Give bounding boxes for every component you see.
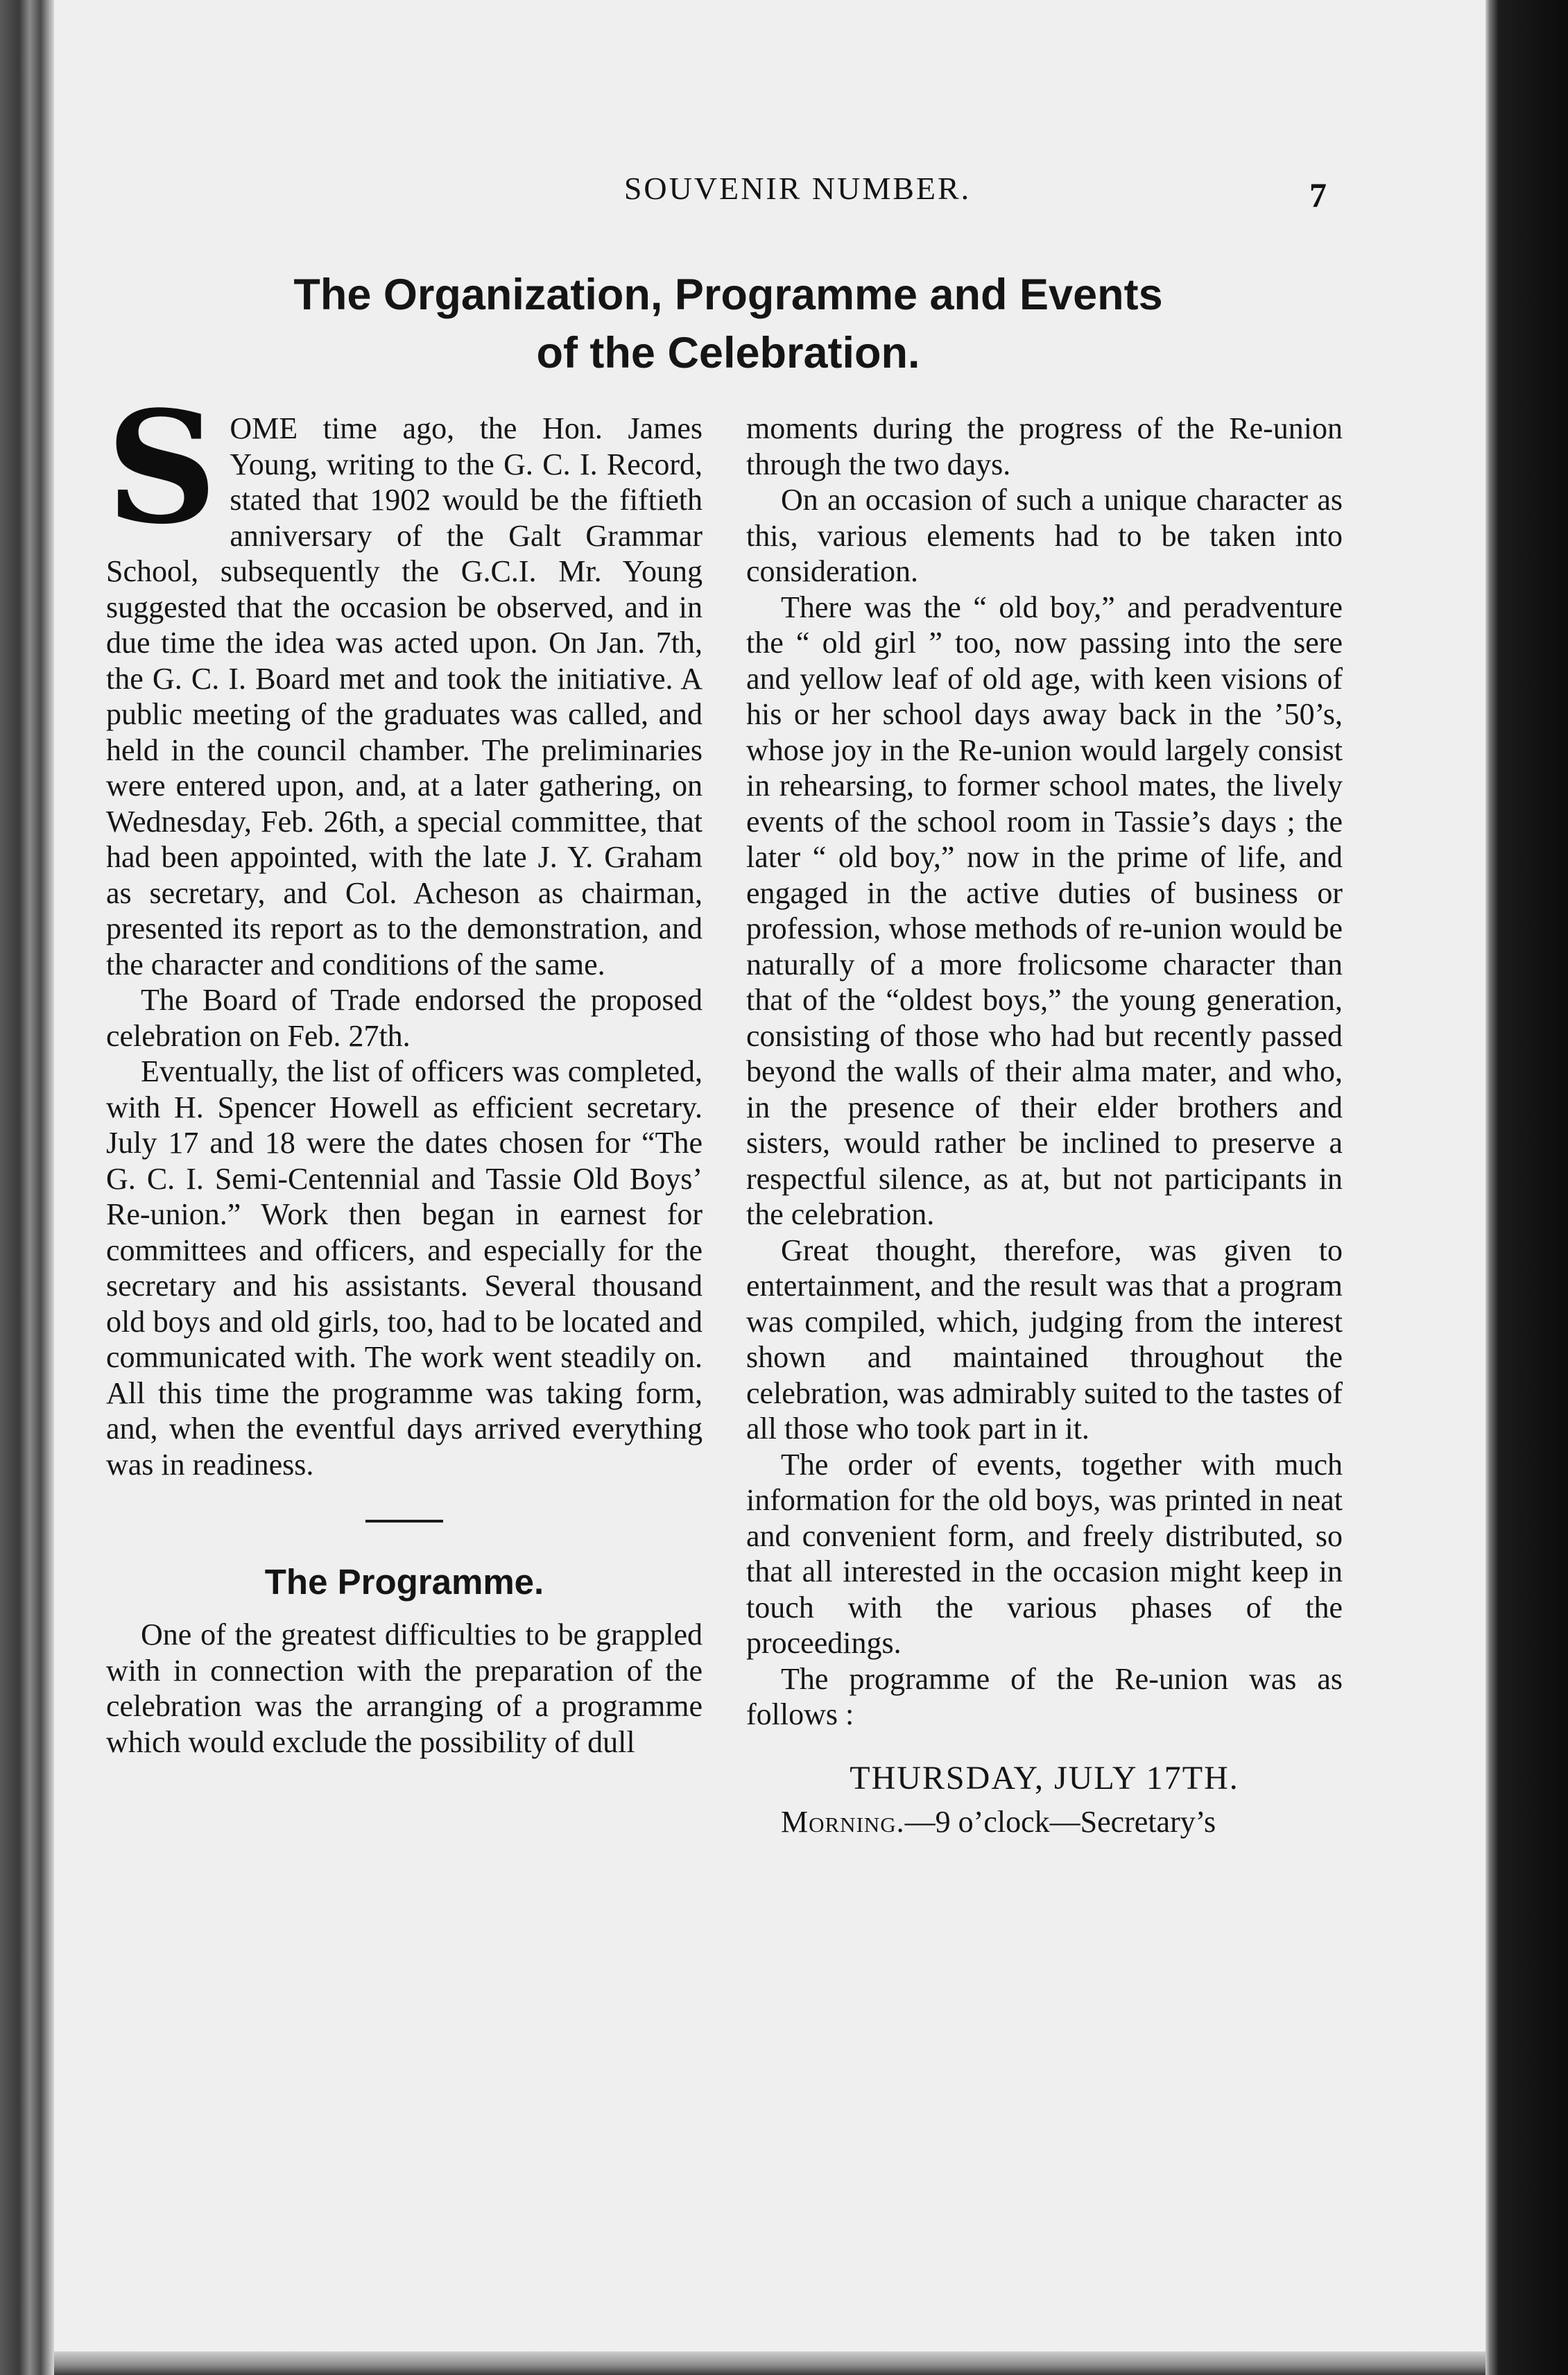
scan-right-edge xyxy=(1485,0,1568,2375)
programme-intro-paragraph: The programme of the Re-union was as follows : xyxy=(746,1661,1343,1731)
right-column xyxy=(746,411,1343,1840)
section-divider xyxy=(365,1520,443,1523)
old-boy-paragraph: There was the “ old boy,” and peradventure the “ old girl ” too, now passing into the sere and yellow leaf of old age, with keen visions of his or her school days away back in the ’50’s, whose joy in the Re-union would largely consist in rehearsing, to former school mates, the lively events of the school room in Tassie’s days ; the later “ old boy,” now in the prime of life, and engaged in the active duties of business or profession, whose methods of re-union would be naturally of a more frolicsome character than that of the “oldest boys,” the young generation, consisting of those who had but recently passed beyond the walls of their alma mater, and who, in the presence of their elder brothers and sisters, would rather be inclined to preserve a respectful silence, as at, but not participants in the celebration. xyxy=(746,590,1343,1231)
morning-label: Morning. xyxy=(781,1805,905,1839)
article-title-line-1: The Organization, Programme and Events xyxy=(293,271,1163,319)
article-title xyxy=(208,266,1248,382)
article-title-line-2: of the Celebration. xyxy=(536,329,920,377)
drop-cap: S xyxy=(106,378,218,558)
scan-left-edge xyxy=(0,0,54,2375)
unique-occasion-paragraph: On an occasion of such a unique character as this, various elements had to be taken into consideration. xyxy=(746,483,1343,588)
board-of-trade-paragraph: The Board of Trade endorsed the proposed celebration on Feb. 27th. xyxy=(106,983,703,1053)
running-head: SOUVENIR NUMBER. xyxy=(623,171,972,206)
officers-paragraph: Eventually, the list of officers was completed, with H. Spencer Howell as efficient secretary. July 17 and 18 were the dates chosen for “The G. C. I. Semi-Centennial and Tassie Old Boys’ Re-union.” Work then began in earnest for committees and officers, and especially for the secretary and his assistants. Several thousand old boys and old girls, too, had to be located and communicated with. The work went steadily on. All this time the programme was taking form, and, when the eventful days arrived everything was in readiness. xyxy=(106,1054,703,1482)
day-heading: THURSDAY, JULY 17TH. xyxy=(850,1759,1239,1797)
programme-heading: The Programme. xyxy=(264,1562,544,1602)
page-number: 7 xyxy=(1309,175,1327,214)
scan-bottom-edge xyxy=(54,2351,1485,2375)
morning-text: —9 o’clock—Secretary’s xyxy=(904,1805,1216,1839)
programme-paragraph: One of the greatest difficulties to be grappled with in connection with the preparation of the celebration was the arranging of a programme which would exclude the possibility of dull xyxy=(106,1618,703,1759)
order-of-events-paragraph: The order of events, together with much information for the old boys, was printed in neat and convenient form, and freely distributed, so that all interested in the occasion might keep in touch with the various phases of the proceedings. xyxy=(746,1447,1343,1660)
continued-paragraph: moments during the progress of the Re-union through the two days. xyxy=(746,411,1343,481)
left-column xyxy=(106,378,703,1760)
opening-paragraph-text: OME time ago, the Hon. James Young, writing to the G. C. I. Record, stated that 1902 would be the fiftieth anniversary of the Galt Grammar School, subsequently the G.C.I. Mr. Young suggested that the occasion be observed, and in due time the idea was acted upon. On Jan. 7th, the G. C. I. Board met and took the initiative. A public meeting of the graduates was called, and held in the council chamber. The preliminaries were entered upon, and, at a later gathering, on Wednesday, Feb. 26th, a special committee, that had been appointed, with the late J. Y. Graham as secretary, and Col. Acheson as chairman, presented its report as to the demonstration, and the character and conditions of the same. xyxy=(106,411,703,981)
opening-paragraph xyxy=(106,378,703,982)
morning-entry xyxy=(746,1804,1343,1840)
entertainment-paragraph: Great thought, therefore, was given to entertainment, and the result was that a program was compiled, which, judging from the interest shown and maintained throughout the celebration, was admirably suited to the tastes of all those who took part in it. xyxy=(746,1233,1343,1446)
